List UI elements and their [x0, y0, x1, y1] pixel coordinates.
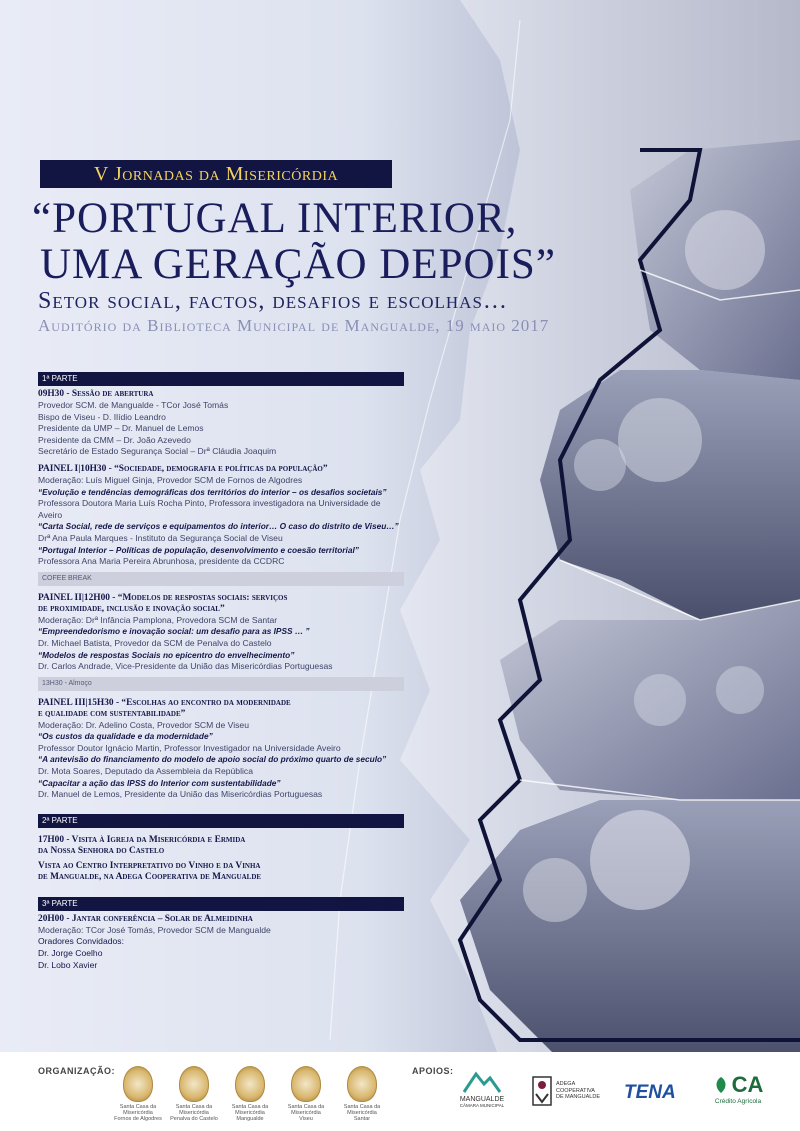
- event-subtitle: Setor social, factos, desafios e escolhas…: [38, 288, 508, 314]
- sponsor-adega: ADEGA COOPERATIVA DE MANGUALDE: [532, 1076, 600, 1106]
- seal-fornos-de-algodres: Santa Casa da Misericórdia Fornos de Algodres: [110, 1066, 166, 1122]
- sponsor-mangualde: MANGUALDE CÂMARA MUNICIPAL: [452, 1068, 512, 1108]
- panel-1-speaker: Professora Ana Maria Pereira Abrunhosa, presidente da CCDRC: [38, 556, 285, 567]
- panel-3-speaker: Dr. Manuel de Lemos, Presidente da União das Misericórdias Portuguesas: [38, 789, 323, 800]
- opening-line: Presidente da CMM – Dr. João Azevedo: [38, 434, 191, 445]
- dinner-title: 20H00 - Jantar conferência – Solar de Almeidinha: [38, 913, 253, 924]
- seal-santar: Santa Casa da Misericórdia Santar: [334, 1066, 390, 1122]
- seal-icon: [179, 1066, 209, 1102]
- opening-line: Provedor SCM. de Mangualde - TCor José Tomás: [38, 400, 229, 410]
- face-shape: [685, 210, 765, 290]
- panel-2-talk: “Empreendedorismo e inovação social: um desafio para as IPSS … ”: [38, 626, 310, 637]
- organization-label: ORGANIZAÇÃO:: [38, 1066, 115, 1076]
- panel-3-title: PAINEL III|15H30 - “Escolhas ao encontro da modernidade: [38, 697, 291, 708]
- panel-3-speaker: Professor Doutor Ignácio Martin, Professor Investigador na Universidade Aveiro: [38, 742, 341, 753]
- sponsor-credito-agricola: CA Crédito Agrícola: [706, 1072, 770, 1105]
- lunch-bar: 13H30 - Almoço: [38, 677, 404, 691]
- panel-3-speaker: Dr. Mota Soares, Deputado da Assembleia da República: [38, 766, 253, 777]
- face-shape: [618, 398, 702, 482]
- title-line-2: UMA GERAÇÃO DEPOIS”: [40, 241, 556, 288]
- event-title: [32, 196, 632, 288]
- panel-1-talk: “Evolução e tendências demográficas dos territórios do interior – os desafios societais”: [38, 486, 387, 497]
- part-1-bar: 1ª PARTE: [38, 372, 404, 386]
- opening-line: Secretário de Estado Segurança Social – Drª Cláudia Joaquim: [38, 446, 277, 457]
- panel-2-title: de proximidade, inclusão e inovação social”: [38, 603, 225, 614]
- visit-church: da Nossa Senhora do Castelo: [38, 845, 165, 856]
- face-shape: [574, 439, 626, 491]
- sponsor-tena-logo: TENA: [624, 1082, 676, 1103]
- panel-2-talk: “Modelos de respostas Sociais no epicentro do envelhecimento”: [38, 649, 295, 660]
- visit-wine-center: de Mangualde, na Adega Cooperativa de Mangualde: [38, 871, 262, 882]
- panel-2-moderation: Moderação: Drª Infância Pamplona, Provedora SCM de Santar: [38, 614, 278, 625]
- panel-1-title: PAINEL I|10H30 - “Sociedade, demografia e políticas da população”: [38, 463, 328, 474]
- part-2-bar: 2ª PARTE: [38, 814, 404, 828]
- panel-3-moderation: Moderação: Dr. Adelino Costa, Provedor SCM de Viseu: [38, 719, 249, 730]
- seal-mangualde: Santa Casa da Misericórdia Mangualde: [222, 1066, 278, 1122]
- program: [38, 372, 404, 971]
- panel-2-speaker: Dr. Carlos Andrade, Vice-Presidente da União das Misericórdias Portuguesas: [38, 661, 333, 672]
- guest-speaker: Dr. Jorge Coelho: [38, 948, 103, 959]
- seal-icon: [235, 1066, 265, 1102]
- event-edition-tag: V Jornadas da Misericórdia: [40, 160, 392, 188]
- wine-logo-icon: [532, 1076, 552, 1106]
- face-shape: [590, 810, 690, 910]
- panel-1-talk: “Portugal Interior – Políticas de população, desenvolvimento e coesão territorial”: [38, 544, 359, 555]
- panel-1-talk: “Carta Social, rede de serviços e equipamentos do interior… O caso do distrito de Viseu…”: [38, 521, 399, 532]
- visit-wine-center: Vista ao Centro Interpretativo do Vinho e da Vinha: [38, 860, 261, 871]
- seal-icon: [291, 1066, 321, 1102]
- panel-2-speaker: Dr. Michael Batista, Provedor da SCM de Penalva do Castelo: [38, 637, 272, 648]
- seal-viseu: Santa Casa da Misericórdia Viseu: [278, 1066, 334, 1122]
- seal-icon: [123, 1066, 153, 1102]
- part-3-bar: 3ª PARTE: [38, 897, 404, 911]
- panel-1-speaker: Professora Doutora Maria Luís Rocha Pinto, Professora investigadora na Universidade de Aveiro: [38, 498, 381, 520]
- face-shape: [523, 858, 587, 922]
- face-shape: [634, 674, 686, 726]
- dinner-moderation: Moderação: TCor José Tomás, Provedor SCM de Mangualde: [38, 924, 271, 935]
- opening-title: 09H30 - Sessão de abertura: [38, 389, 154, 399]
- opening-line: Bispo de Viseu - D. Ilídio Leandro: [38, 411, 166, 422]
- seal-penalva-do-castelo: Santa Casa da Misericórdia Penalva do Castelo: [166, 1066, 222, 1122]
- mountain-logo-icon: [462, 1068, 502, 1094]
- face-shape: [716, 666, 764, 714]
- panel-3-talk: “Os custos da qualidade e da modernidade”: [38, 731, 213, 742]
- leaf-logo-icon: [713, 1076, 729, 1094]
- title-line-1: “PORTUGAL INTERIOR,: [32, 195, 518, 242]
- coffee-break-bar: COFEE BREAK: [38, 572, 404, 586]
- panel-3-talk: “Capacitar a ação das IPSS do Interior com sustentabilidade”: [38, 777, 281, 788]
- panel-3-talk: “A antevisão do financiamento do modelo de apoio social do próximo quarto de seculo”: [38, 754, 387, 765]
- guest-speakers-label: Oradores Convidados:: [38, 936, 124, 947]
- panel-1-moderation: Moderação: Luís Miguel Ginja, Provedor SCM de Fornos de Algodres: [38, 474, 303, 485]
- visit-church: 17H00 - Visita à Igreja da Misericórdia e Ermida: [38, 834, 246, 845]
- support-label: APOIOS:: [412, 1066, 454, 1076]
- event-venue: Auditório da Biblioteca Municipal de Mangualde, 19 maio 2017: [38, 316, 550, 335]
- panel-1-speaker: Drª Ana Paula Marques - Instituto da Segurança Social de Viseu: [38, 532, 283, 543]
- opening-line: Presidente da UMP – Dr. Manuel de Lemos: [38, 423, 204, 434]
- panel-3-title: e qualidade com sustentabilidade”: [38, 708, 186, 719]
- seal-icon: [347, 1066, 377, 1102]
- guest-speaker: Dr. Lobo Xavier: [38, 959, 98, 970]
- panel-2-title: PAINEL II|12H00 - “Modelos de respostas sociais: serviços: [38, 592, 288, 603]
